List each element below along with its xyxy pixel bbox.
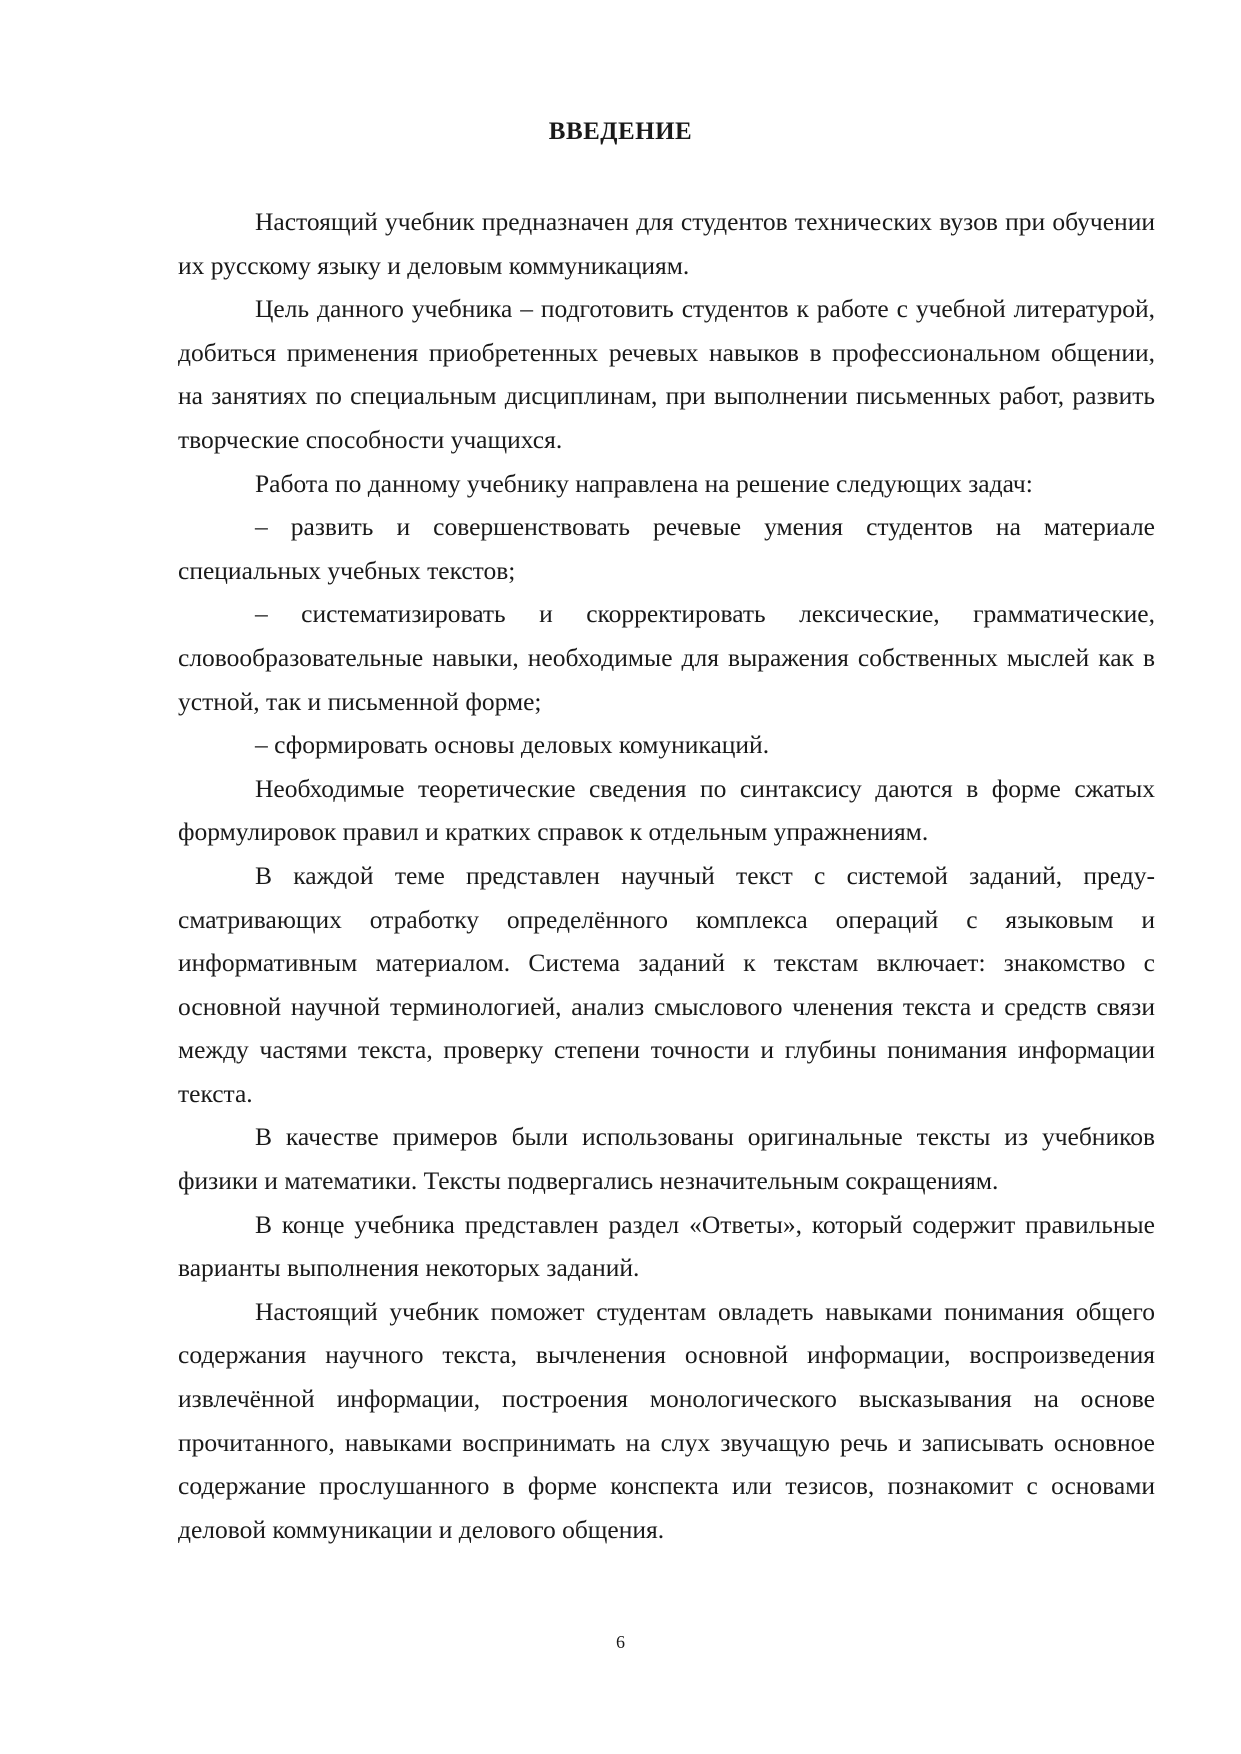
paragraph: В каждой теме представлен научный текст с системой заданий, предусматривающих отработку определённого комплекса операций с языковым и информативным материалом. Система заданий к текстам включает: знакомство с основной научной терминологией, анализ смыслового членения текста и средств связи между частями текста, проверку степени точности и глубины понимания информации текста. — [178, 860, 1155, 1108]
paragraph: Цель данного учебника – подготовить студентов к работе с учебной литературой, добиться применения приобретенных речевых навыков в профессиональном общении, на занятиях по специальным дисциплинам, при выполнении письменных работ, развить творческие способности учащихся. — [178, 294, 1155, 454]
page-number: 6 — [616, 1632, 625, 1652]
paragraph: В качестве примеров были использованы оригинальные тексты из учебников физики и математики. Тексты подвергались незначительным сокращениям. — [178, 1122, 1155, 1196]
section-title: ВВЕДЕНИЕ — [548, 118, 693, 145]
paragraph-list-item: – сформировать основы деловых комуникаций. — [255, 730, 770, 760]
paragraph-list-item: – систематизировать и скорректировать лексические, грамматические, словообразовательные навыки, необходимые для выражения собственных мыслей как в устной, так и письменной форме; — [178, 599, 1155, 716]
paragraph: В конце учебника представлен раздел «Ответы», который содержит правильные варианты выполнения некоторых заданий. — [178, 1209, 1155, 1283]
body-text — [178, 200, 1155, 1551]
paragraph-list-item: – развить и совершенствовать речевые умения студентов на материале специальных учебных текстов; — [178, 512, 1155, 585]
paragraph: Настоящий учебник поможет студентам овладеть навыками понимания общего содержания научного текста, вычленения основной информации, воспроизведения извлечённой информации, построения монологического высказывания на основе прочитанного, навыками воспринимать на слух звучащую речь и записывать основное содержание прослушанного в форме конспекта или тезисов, познакомит с основами деловой коммуникации и делового общения. — [178, 1296, 1155, 1544]
paragraph: Работа по данному учебнику направлена на решение следующих задач: — [255, 468, 1033, 498]
paragraph: Настоящий учебник предназначен для студентов технических вузов при обучении их русскому языку и деловым коммуникациям. — [178, 207, 1155, 280]
paragraph: Необходимые теоретические сведения по синтаксису даются в форме сжатых формулировок правил и кратких справок к отдельным упражнениям. — [178, 773, 1155, 847]
